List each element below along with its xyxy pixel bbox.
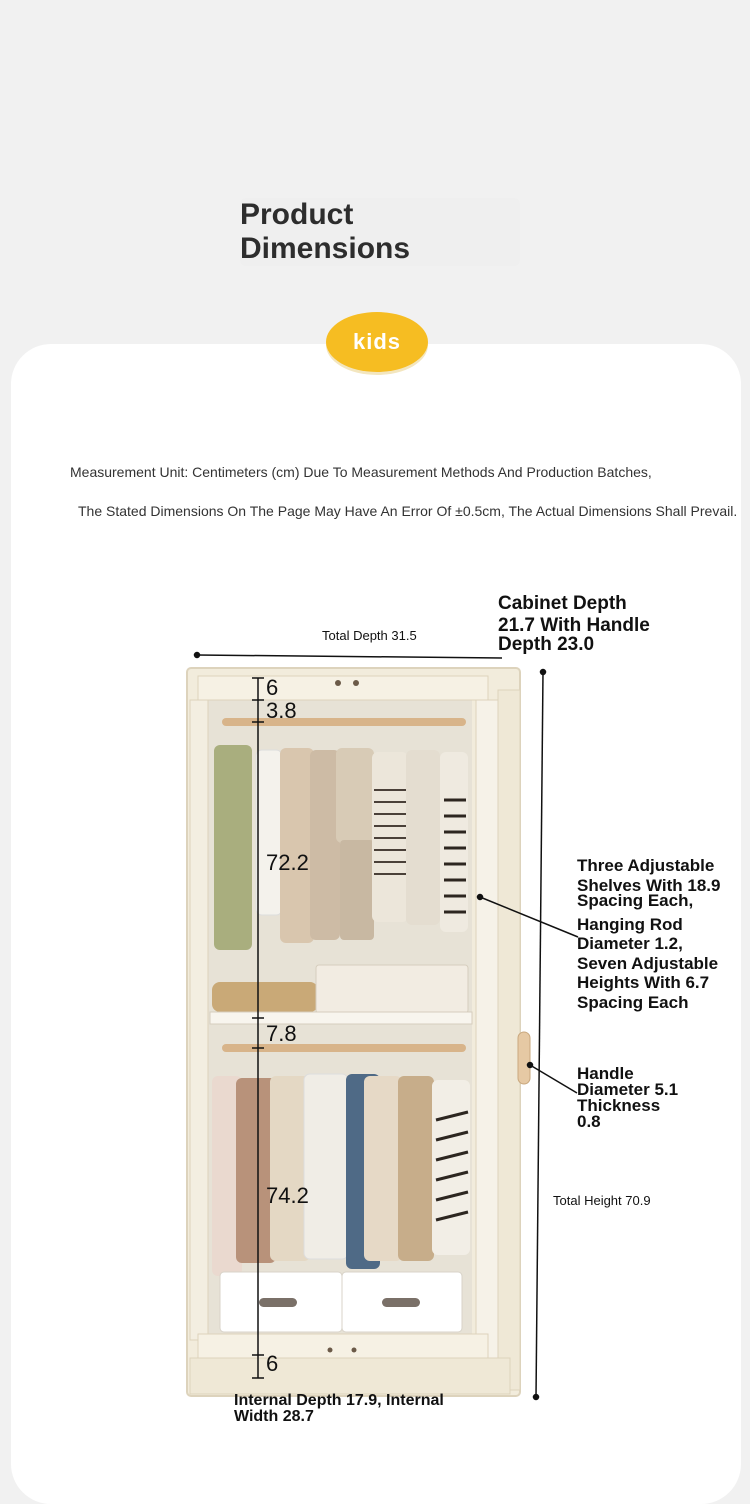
cabinet-depth-label: Cabinet Depth 21.7 With Handle Depth 23.0 — [498, 593, 650, 655]
total-depth-label: Total Depth 31.5 — [322, 628, 417, 643]
bottom-panel — [198, 1334, 488, 1358]
measurement-note-line-1: Measurement Unit: Centimeters (cm) Due To Measurement Methods And Production Batches, — [70, 464, 652, 480]
shelves-note: Three Adjustable Shelves With 18.9 Spacing Each, Hanging Rod Diameter 1.2, Seven Adjustable Heights With 6.7 Spacing Each — [577, 856, 721, 1012]
top-knob-right — [353, 680, 359, 686]
dim-rod-gap-bottom: 7.8 — [266, 1021, 297, 1046]
door-handle — [518, 1032, 530, 1084]
top-panel — [198, 676, 488, 700]
handle-note: Handle Diameter 5.1 Thickness 0.8 — [577, 1064, 679, 1131]
middle-shelf — [210, 1012, 472, 1024]
top-knob-left — [335, 680, 341, 686]
page-title: Product Dimensions — [240, 198, 520, 266]
dim-upper-hang: 72.2 — [266, 850, 309, 875]
right-door-panel — [498, 690, 520, 1390]
base-plinth — [190, 1358, 510, 1394]
total-height-label: Total Height 70.9 — [553, 1193, 651, 1208]
kids-badge: kids — [326, 312, 428, 372]
dim-bottom: 6 — [266, 1351, 279, 1376]
shelf-box — [316, 965, 468, 1013]
right-door-frame — [476, 700, 498, 1360]
internal-dimensions-label: Internal Depth 17.9, Internal Width 28.7 — [234, 1392, 444, 1425]
dim-top: 6 — [266, 675, 279, 700]
lower-clothes — [212, 1074, 470, 1276]
dim-rod-gap-top: 3.8 — [266, 698, 297, 723]
left-door-edge — [190, 700, 208, 1340]
dim-lower-hang: 74.2 — [266, 1183, 309, 1208]
folded-blanket — [212, 982, 318, 1012]
measurement-note-line-2: The Stated Dimensions On The Page May Have An Error Of ±0.5cm, The Actual Dimensions Shall Prevail. — [78, 503, 738, 519]
